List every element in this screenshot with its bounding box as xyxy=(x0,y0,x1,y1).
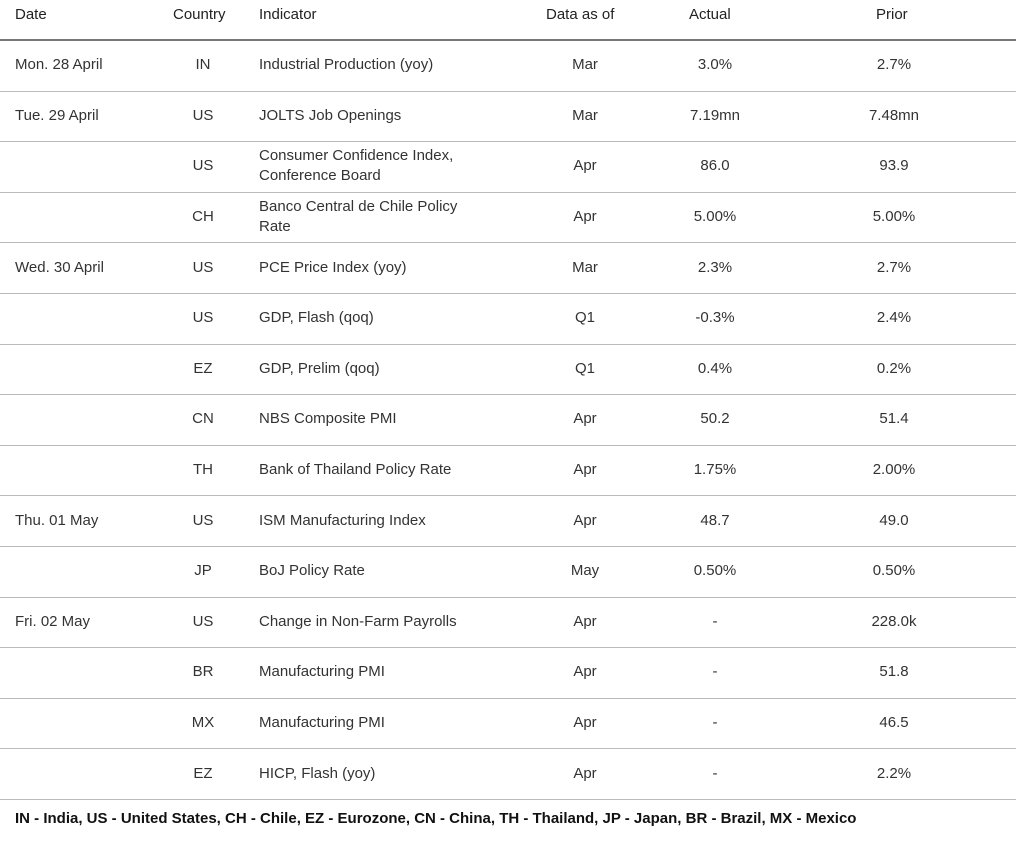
row-data-as-of: Q1 xyxy=(574,309,595,327)
row-prior: 46.5 xyxy=(879,714,909,732)
row-country: US xyxy=(192,258,214,276)
row-prior: 228.0k xyxy=(871,612,917,630)
row-actual: 1.75% xyxy=(693,461,737,479)
table-row xyxy=(0,598,1016,649)
row-actual: 0.50% xyxy=(693,562,737,580)
header-date: Date xyxy=(15,6,47,23)
row-actual: 48.7 xyxy=(700,511,730,529)
row-data-as-of: Mar xyxy=(572,106,598,124)
row-indicator: GDP, Prelim (qoq) xyxy=(259,359,380,377)
row-indicator: GDP, Flash (qoq) xyxy=(259,309,374,327)
row-indicator: Manufacturing PMI xyxy=(259,714,385,732)
row-data-as-of: Apr xyxy=(573,612,597,630)
row-actual: - xyxy=(712,612,718,630)
table-row xyxy=(0,243,1016,294)
table-row xyxy=(0,395,1016,446)
row-indicator: Consumer Confidence Index, Conference Board xyxy=(259,147,454,185)
row-country: CN xyxy=(192,410,214,428)
row-indicator: Banco Central de Chile Policy Rate xyxy=(259,198,458,236)
row-country: EZ xyxy=(193,764,213,782)
row-indicator: HICP, Flash (yoy) xyxy=(259,764,376,782)
table-row xyxy=(0,699,1016,750)
row-indicator: Bank of Thailand Policy Rate xyxy=(259,461,452,479)
table-row xyxy=(0,294,1016,345)
table-row xyxy=(0,547,1016,598)
header-actual: Actual xyxy=(689,6,731,23)
row-actual: - xyxy=(712,663,718,681)
row-date: Fri. 02 May xyxy=(15,612,91,630)
row-data-as-of: May xyxy=(570,562,600,580)
row-country: IN xyxy=(195,56,211,74)
row-data-as-of: Apr xyxy=(573,511,597,529)
row-indicator: BoJ Policy Rate xyxy=(259,562,365,580)
row-prior: 0.2% xyxy=(876,359,912,377)
row-date: Tue. 29 April xyxy=(15,106,99,124)
row-prior: 0.50% xyxy=(872,562,916,580)
row-data-as-of: Apr xyxy=(573,764,597,782)
table-row xyxy=(0,41,1016,92)
row-prior: 5.00% xyxy=(872,208,916,226)
row-prior: 51.8 xyxy=(879,663,909,681)
row-country: TH xyxy=(193,461,213,479)
row-country: JP xyxy=(194,562,212,580)
row-data-as-of: Apr xyxy=(573,461,597,479)
row-indicator: JOLTS Job Openings xyxy=(259,106,402,124)
row-country: US xyxy=(192,106,214,124)
row-actual: - xyxy=(712,714,718,732)
table-row xyxy=(0,446,1016,497)
row-actual: 7.19mn xyxy=(689,106,741,124)
row-country: CH xyxy=(192,208,214,226)
row-indicator: Manufacturing PMI xyxy=(259,663,385,681)
row-data-as-of: Apr xyxy=(573,410,597,428)
row-prior: 2.7% xyxy=(876,56,912,74)
table-row xyxy=(0,648,1016,699)
row-data-as-of: Apr xyxy=(573,663,597,681)
row-data-as-of: Apr xyxy=(573,714,597,732)
row-prior: 93.9 xyxy=(879,157,909,175)
row-date: Mon. 28 April xyxy=(15,56,103,74)
row-indicator: Industrial Production (yoy) xyxy=(259,56,434,74)
row-prior: 2.4% xyxy=(876,309,912,327)
row-data-as-of: Apr xyxy=(573,157,597,175)
row-actual: -0.3% xyxy=(695,309,735,327)
row-prior: 2.00% xyxy=(872,461,916,479)
table-row xyxy=(0,496,1016,547)
row-indicator: PCE Price Index (yoy) xyxy=(259,258,407,276)
row-data-as-of: Apr xyxy=(573,208,597,226)
row-data-as-of: Q1 xyxy=(574,359,595,377)
table-row xyxy=(0,142,1016,193)
row-data-as-of: Mar xyxy=(572,56,598,74)
country-legend-footnote: IN - India, US - United States, CH - Chile, EZ - Eurozone, CN - China, TH - Thailand, JP - Japan, BR - Brazil, MX - Mexico xyxy=(15,810,857,827)
row-country: US xyxy=(192,612,214,630)
row-actual: - xyxy=(712,764,718,782)
row-date: Wed. 30 April xyxy=(15,258,104,276)
row-prior: 49.0 xyxy=(879,511,909,529)
table-row xyxy=(0,749,1016,800)
row-actual: 5.00% xyxy=(693,208,737,226)
row-prior: 2.7% xyxy=(876,258,912,276)
row-prior: 7.48mn xyxy=(868,106,920,124)
row-indicator: NBS Composite PMI xyxy=(259,410,397,428)
row-date: Thu. 01 May xyxy=(15,511,99,529)
row-indicator: ISM Manufacturing Index xyxy=(259,511,426,529)
row-country: US xyxy=(192,511,214,529)
header-country: Country xyxy=(173,6,226,23)
header-prior: Prior xyxy=(876,6,908,23)
table-header xyxy=(0,0,1016,40)
row-country: US xyxy=(192,309,214,327)
row-country: EZ xyxy=(193,359,213,377)
row-prior: 2.2% xyxy=(876,764,912,782)
row-actual: 86.0 xyxy=(700,157,730,175)
row-data-as-of: Mar xyxy=(572,258,598,276)
header-data-as-of: Data as of xyxy=(546,6,615,23)
row-actual: 50.2 xyxy=(700,410,730,428)
table-row xyxy=(0,193,1016,244)
row-actual: 2.3% xyxy=(697,258,733,276)
row-prior: 51.4 xyxy=(879,410,909,428)
row-indicator: Change in Non-Farm Payrolls xyxy=(259,612,457,630)
row-actual: 3.0% xyxy=(697,56,733,74)
row-country: BR xyxy=(192,663,214,681)
table-row xyxy=(0,345,1016,396)
row-country: US xyxy=(192,157,214,175)
row-country: MX xyxy=(191,714,215,732)
table-row xyxy=(0,92,1016,143)
row-actual: 0.4% xyxy=(697,359,733,377)
header-indicator: Indicator xyxy=(259,6,317,23)
row-divider xyxy=(0,799,1016,800)
